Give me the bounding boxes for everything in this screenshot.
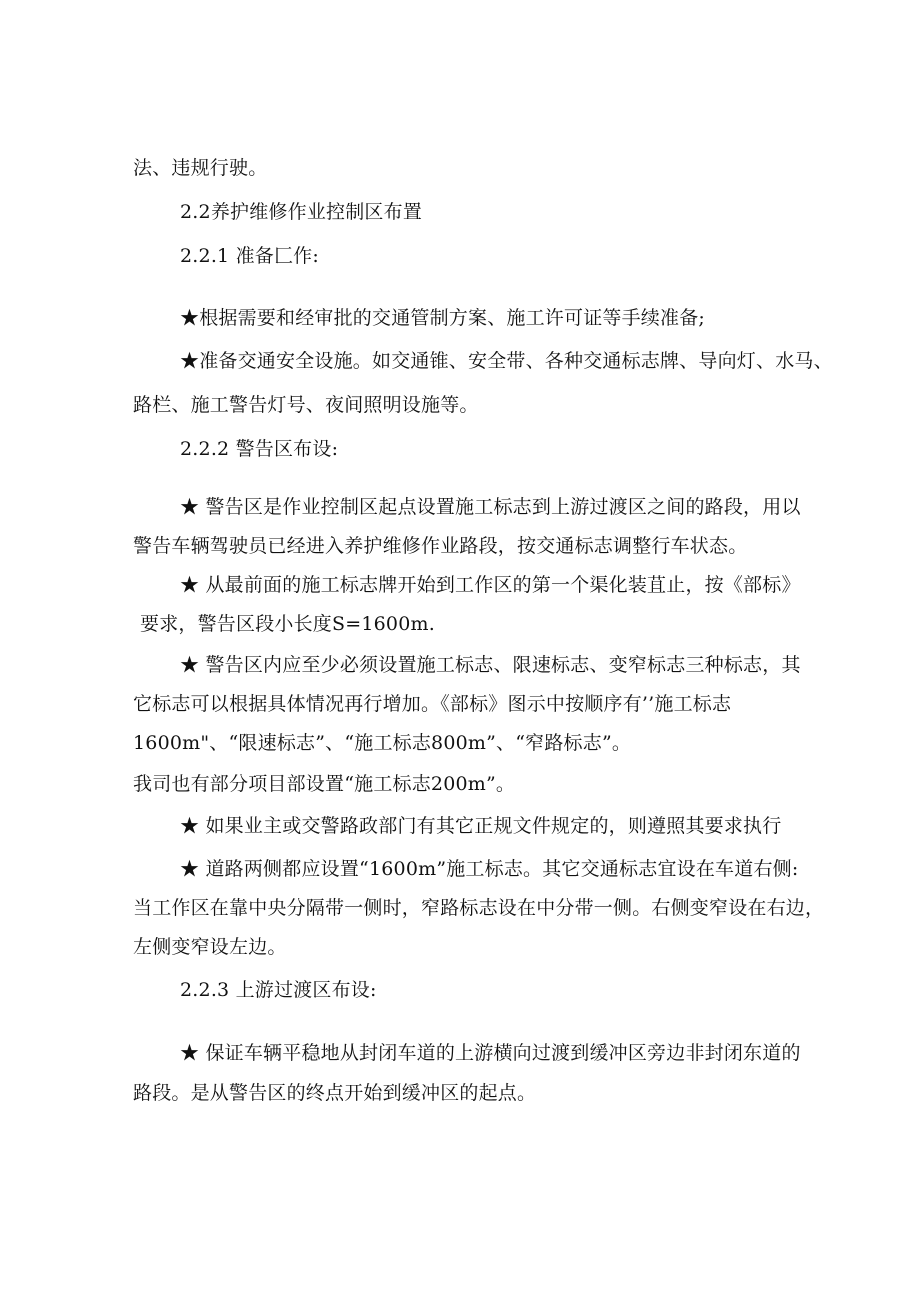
- text-line: 当工作区在靠中央分隔带一侧时，窄路标志设在中分带一侧。右侧变窄设在右边，: [133, 897, 825, 919]
- text-line: 左侧变窄设左边。: [133, 936, 287, 958]
- subsection-heading: 2.2.3 上游过渡区布设:: [180, 979, 377, 1001]
- text-line: 它标志可以根据具体情况再行增加。《部标》图示中按顺序有’’施工标志: [133, 693, 732, 715]
- text-line: 要求，警告区段小长度S=1600m.: [140, 613, 435, 635]
- text-line: 路栏、施工警告灯号、夜间照明设施等。: [133, 394, 479, 416]
- text-line: 法、违规行驶。: [133, 157, 268, 179]
- subsection-heading: 2.2.1 准备匚作:: [180, 245, 319, 267]
- bullet-line: ★ 从最前面的施工标志牌开始到工作区的第一个渠化装苴止，按《部标》: [180, 574, 801, 596]
- bullet-line: ★ 保证车辆平稳地从封闭车道的上游横向过渡到缓冲区旁边非封闭东道的: [180, 1042, 801, 1064]
- bullet-line: ★ 警告区内应至少必须设置施工标志、限速标志、变窄标志三种标志，其: [180, 654, 801, 676]
- text-line: 路段。是从警告区的终点开始到缓冲区的起点。: [133, 1082, 537, 1104]
- section-heading: 2.2养护维修作业控制区布置: [180, 201, 423, 223]
- bullet-line: ★ 如果业主或交警路政部门有其它正规文件规定的，则遵照其要求执行: [180, 815, 782, 837]
- bullet-line: ★根据需要和经审批的交通管制方案、施工许可证等手续准备;: [180, 307, 706, 329]
- text-line: 警告车辆驾驶员已经进入养护维修作业路段，按交通标志调整行车状态。: [133, 535, 748, 557]
- bullet-line: ★ 警告区是作业控制区起点设置施工标志到上游过渡区之间的路段，用以: [180, 496, 801, 518]
- subsection-heading: 2.2.2 警告区布设:: [180, 438, 339, 460]
- bullet-line: ★ 道路两侧都应设置“1600m”施工标志。其它交通标志宜设在车道右侧:: [180, 858, 799, 880]
- text-line: 我司也有部分项目部设置“施工标志200m”。: [133, 773, 516, 795]
- text-line: 1600m"、“限速标志”、“施工标志800m”、“窄路标志”。: [133, 732, 632, 754]
- bullet-line: ★准备交通安全设施。如交通锥、安全带、各种交通标志牌、导向灯、水马、: [180, 350, 833, 372]
